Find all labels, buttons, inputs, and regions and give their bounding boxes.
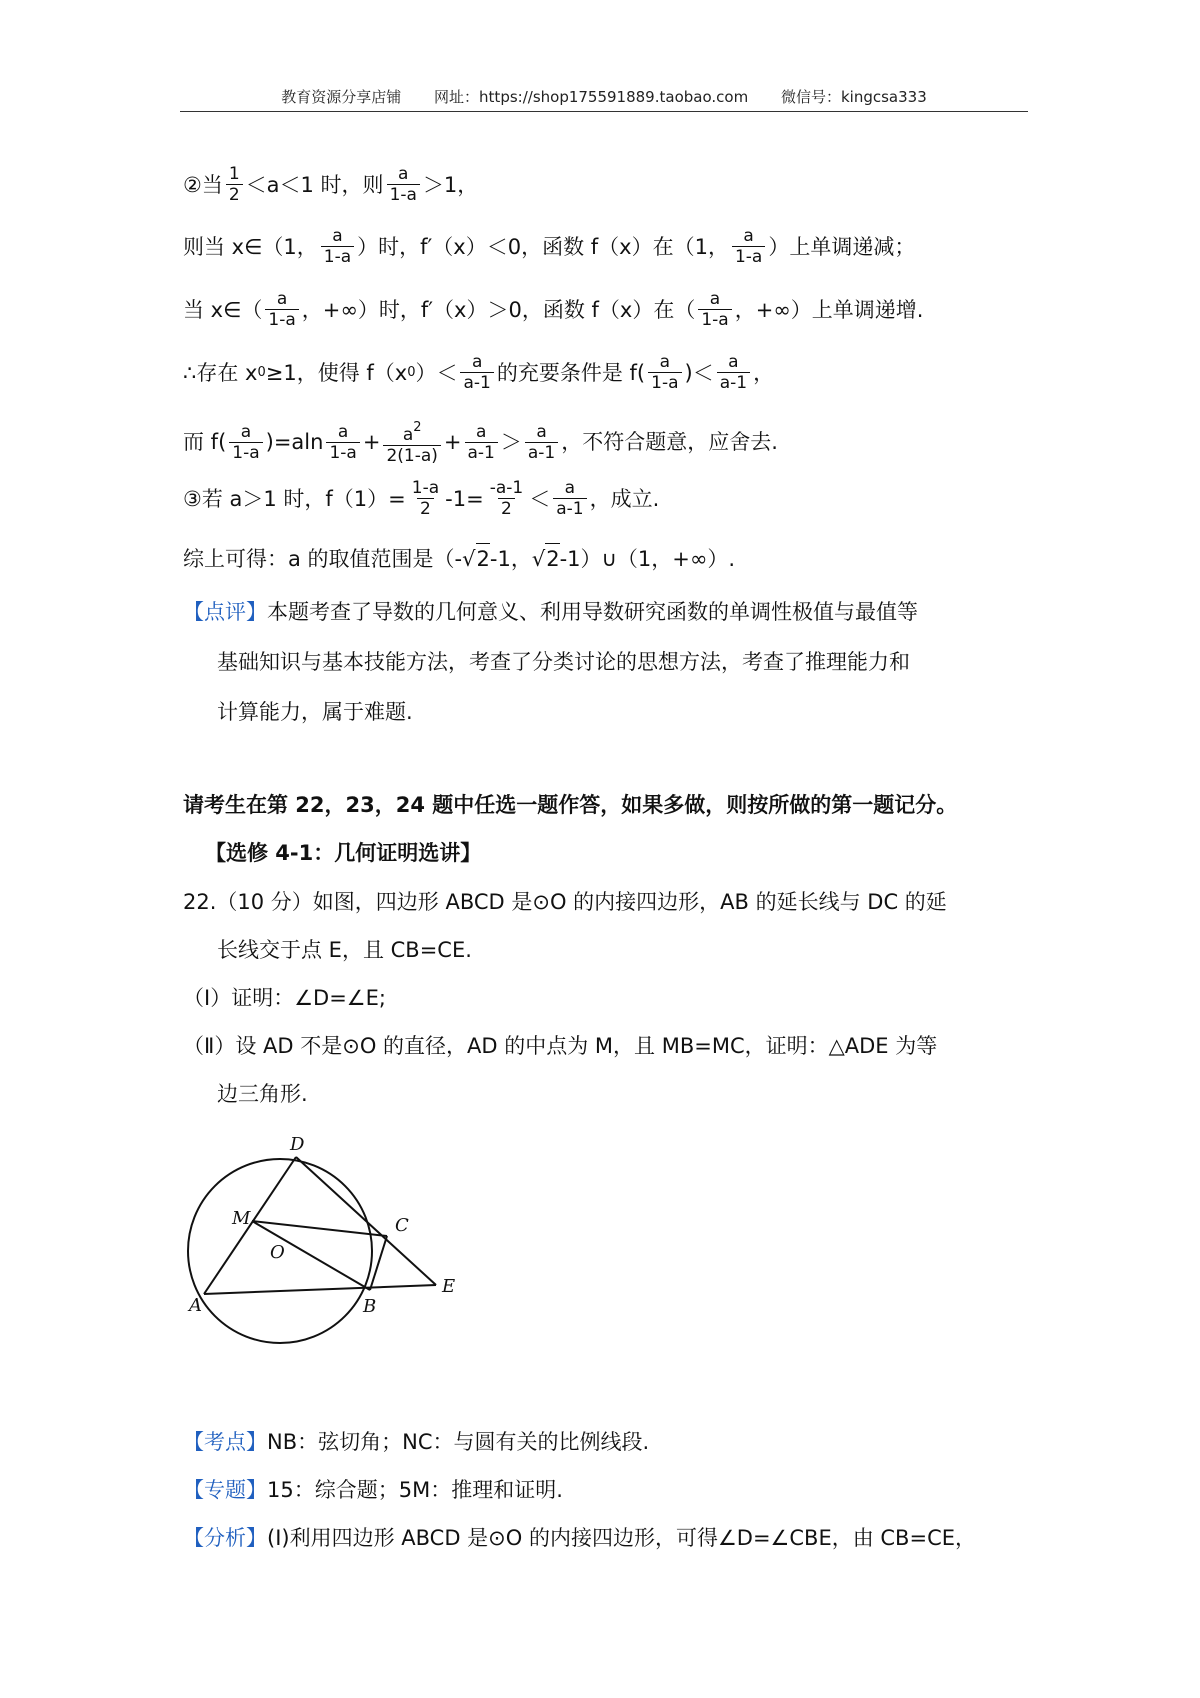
text: ＞ xyxy=(500,430,522,454)
text: + xyxy=(362,430,381,454)
kaodian-line xyxy=(183,1427,649,1457)
solution-line-1 xyxy=(183,164,478,205)
problem-line-2: 长线交于点 E，且 CB=CE. xyxy=(217,938,472,962)
segment-de xyxy=(296,1157,436,1285)
text: ②当 xyxy=(183,172,223,197)
text: ，+∞）时，f′（x）＞0，函数 f（x）在（ xyxy=(301,297,696,322)
fraction: $\frac{1}{2}$ xyxy=(226,164,243,205)
fraction: $\frac{1-a}{2}$ xyxy=(411,478,440,519)
fraction: $\frac{a}{1-a}$ xyxy=(265,289,298,330)
review-line-1 xyxy=(183,597,918,627)
zhuanti-line xyxy=(183,1475,563,1505)
header-shop: 教育资源分享店铺 xyxy=(281,88,402,106)
fraction: $\frac{a}{1-a}$ xyxy=(698,289,731,330)
solution-line-3 xyxy=(183,289,923,330)
text: ∴存在 x xyxy=(183,360,258,385)
zhuanti-text: 15：综合题；5M：推理和证明. xyxy=(267,1478,563,1502)
text: ≥1，使得 f（x xyxy=(265,360,408,385)
text: )＜ xyxy=(684,360,714,385)
fenxi-text: (Ⅰ)利用四边形 ABCD 是⊙O 的内接四边形，可得∠D=∠CBE，由 CB=CE， xyxy=(267,1526,976,1550)
fraction: $\frac{a}{a-1}$ xyxy=(460,352,493,393)
text: ）上单调递减； xyxy=(768,234,916,259)
header-wechat: 微信号：kingcsa333 xyxy=(780,88,927,106)
text: -1）∪（1，+∞）. xyxy=(559,546,736,571)
text: ，不符合题意，应舍去. xyxy=(561,430,778,454)
problem-part-2a: （Ⅱ）设 AD 不是⊙O 的直径，AD 的中点为 M，且 MB=MC，证明：△ADE 为等 xyxy=(183,1034,938,1058)
fraction: $\frac{a}{1-a}$ xyxy=(321,226,354,267)
text: ， xyxy=(753,360,775,385)
instruction-text: 请考生在第 22，23，24 题中任选一题作答，如果多做，则按所做的第一题记分。 xyxy=(183,793,958,817)
fraction: $\frac{a^2}{2(1-a)}$ xyxy=(383,418,440,466)
label-e: E xyxy=(442,1276,456,1297)
text: 综上可得：a 的取值范围是（- xyxy=(183,546,463,571)
text: -1， xyxy=(489,546,532,571)
subscript: 0 xyxy=(407,364,416,380)
text: )=aln xyxy=(265,430,324,454)
text: 的充要条件是 f( xyxy=(496,360,646,385)
solution-line-5 xyxy=(183,418,778,466)
problem-part-1: （Ⅰ）证明：∠D=∠E; xyxy=(183,986,386,1010)
label-d: D xyxy=(290,1134,305,1155)
sqrt-radicand: 2 xyxy=(545,543,559,574)
section-title: 【选修 4-1：几何证明选讲】 xyxy=(205,841,482,865)
text: ＜ xyxy=(529,486,551,511)
text: ＜a＜1 时，则 xyxy=(245,172,384,197)
segment-ae xyxy=(204,1285,436,1294)
fraction: $\frac{a}{a-1}$ xyxy=(717,352,750,393)
text: ，+∞）上单调递增. xyxy=(734,297,924,322)
text: -1= xyxy=(445,486,484,511)
text: ＞1， xyxy=(422,172,479,197)
geometry-figure xyxy=(180,1120,470,1360)
subscript: 0 xyxy=(257,364,266,380)
header-url: 网址：https://shop175591889.taobao.com xyxy=(434,88,749,106)
fraction: $\frac{a}{a-1}$ xyxy=(553,478,586,519)
review-text-1: 本题考查了导数的几何意义、利用导数研究函数的单调性极值与最值等 xyxy=(267,600,918,624)
text: ，成立. xyxy=(589,486,660,511)
page-header xyxy=(180,86,1028,107)
fraction: $\frac{a}{1-a}$ xyxy=(648,352,681,393)
text: 而 f( xyxy=(183,430,227,454)
label-m: M xyxy=(232,1208,251,1229)
sqrt-radicand: 2 xyxy=(476,543,490,574)
fraction: $\frac{a}{a-1}$ xyxy=(525,422,558,463)
problem-line-1: 22.（10 分）如图，四边形 ABCD 是⊙O 的内接四边形，AB 的延长线与 DC 的延 xyxy=(183,890,947,914)
solution-line-4 xyxy=(183,352,774,393)
text: ）时，f′（x）＜0，函数 f（x）在（1， xyxy=(357,234,729,259)
solution-line-7: 综上可得：a 的取值范围是（- √ 2 -1， √ 2 -1）∪（1，+∞）. xyxy=(183,543,735,574)
zhuanti-tag: 【专题】 xyxy=(183,1478,267,1502)
fraction: $\frac{-a-1}{2}$ xyxy=(489,478,524,519)
fraction: $\frac{a}{1-a}$ xyxy=(326,422,359,463)
review-line-2: 基础知识与基本技能方法，考查了分类讨论的思想方法，考查了推理能力和 xyxy=(217,650,910,674)
label-o: O xyxy=(270,1242,285,1263)
review-tag: 【点评】 xyxy=(183,600,267,624)
fraction: $\frac{a}{a-1}$ xyxy=(465,422,498,463)
text: + xyxy=(443,430,462,454)
solution-line-2 xyxy=(183,226,915,267)
problem-part-2b: 边三角形. xyxy=(217,1082,308,1106)
kaodian-tag: 【考点】 xyxy=(183,1430,267,1454)
fraction: $\frac{a}{1-a}$ xyxy=(387,164,420,205)
solution-line-6 xyxy=(183,478,659,519)
label-c: C xyxy=(395,1215,409,1236)
fenxi-tag: 【分析】 xyxy=(183,1526,267,1550)
kaodian-text: NB：弦切角；NC：与圆有关的比例线段. xyxy=(267,1430,650,1454)
text: ③若 a＞1 时，f（1）= xyxy=(183,486,406,511)
fraction: $\frac{a}{1-a}$ xyxy=(732,226,765,267)
text: 则当 x∈（1， xyxy=(183,234,318,259)
text: ）＜ xyxy=(415,360,458,385)
label-a: A xyxy=(189,1295,202,1316)
fenxi-line xyxy=(183,1523,976,1553)
fraction: $\frac{a}{1-a}$ xyxy=(229,422,262,463)
text: 当 x∈（ xyxy=(183,297,263,322)
review-line-3: 计算能力，属于难题. xyxy=(217,700,413,724)
label-b: B xyxy=(363,1296,377,1317)
header-rule xyxy=(180,111,1028,112)
